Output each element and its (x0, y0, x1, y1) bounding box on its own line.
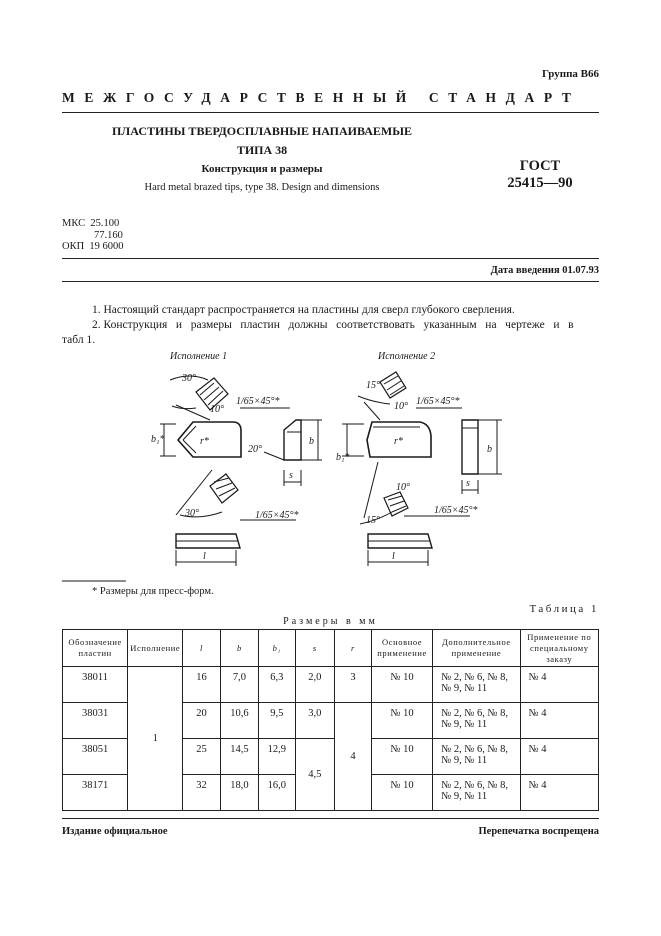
cell-special-use: № 4 (520, 739, 598, 775)
figure-label-2: Исполнение 2 (378, 351, 436, 362)
header-b1: b₁ (259, 630, 295, 667)
intro-date: Дата введения 01.07.93 (490, 265, 599, 276)
doc-title-type: ТИПА 38 (236, 143, 288, 157)
cell-extra-line-1: № 2, № 6, № 8, (441, 708, 509, 719)
cell-s-merged: 4,5 (295, 739, 335, 811)
header-main-use: Основное применение (371, 630, 432, 667)
dim-b-v2: b (487, 444, 492, 455)
dimensions-table (62, 629, 599, 811)
cell-b1: 16,0 (259, 775, 295, 811)
cell-extra-line-2: № 9, № 11 (441, 683, 488, 694)
table-header-row (63, 630, 599, 667)
header-b: b (220, 630, 258, 667)
cell-special-use: № 4 (520, 667, 598, 703)
cell-extra-line-2: № 9, № 11 (441, 791, 488, 802)
cell-code: 38051 (63, 739, 128, 775)
cell-l: 16 (183, 667, 220, 703)
standard-banner: МЕЖГОСУДАРСТВЕННЫЙ СТАНДАРТ (62, 90, 581, 105)
gost-number: 25415—90 (507, 175, 573, 191)
cell-version-merged: 1 (128, 667, 183, 811)
dim-l-v1: l (203, 551, 206, 562)
cell-main-use: № 10 (371, 775, 432, 811)
okp-code: 19 6000 (89, 241, 124, 252)
doc-title: ПЛАСТИНЫ ТВЕРДОСПЛАВНЫЕ НАПАИВАЕМЫЕ (111, 124, 413, 138)
cell-main-use: № 10 (371, 667, 432, 703)
footer-copyright: Перепечатка воспрещена (478, 826, 599, 837)
cell-b1: 9,5 (259, 703, 295, 739)
header-s: s (295, 630, 335, 667)
cell-b1: 6,3 (259, 667, 295, 703)
cell-extra-line-1: № 2, № 6, № 8, (441, 744, 509, 755)
dim-angle-15-top: 15° (366, 380, 380, 391)
okp-label: ОКП (62, 241, 85, 252)
table-row (63, 667, 599, 703)
cell-l: 25 (183, 739, 220, 775)
cell-b: 18,0 (220, 775, 258, 811)
footer-rule (62, 818, 599, 819)
dim-angle-10-v2-bottom: 10° (396, 482, 410, 493)
cell-special-use: № 4 (520, 775, 598, 811)
gost-label: ГОСТ (519, 158, 561, 174)
dim-chamfer-v1-top: 1/65×45°* (236, 396, 280, 407)
dim-angle-10-v2-top: 10° (394, 401, 408, 412)
cell-extra-line-1: № 2, № 6, № 8, (441, 672, 509, 683)
cell-b1: 12,9 (259, 739, 295, 775)
dim-radius-v2: r* (394, 436, 403, 447)
dim-chamfer-v2-bottom: 1/65×45°* (434, 505, 478, 516)
header-l: l (183, 630, 220, 667)
paragraph-2-cont: табл 1. (62, 334, 96, 346)
dim-chamfer-v1-bottom: 1/65×45°* (255, 510, 299, 521)
cell-code: 38031 (63, 703, 128, 739)
doc-subtitle: Конструкция и размеры (201, 163, 323, 175)
group-code: Группа В66 (541, 68, 599, 80)
header-version: Исполнение (128, 630, 183, 667)
cell-main-use: № 10 (371, 703, 432, 739)
dim-angle-15-bottom: 15° (366, 515, 380, 526)
dim-angle-10-v1: 10° (210, 404, 224, 415)
dim-b1-v1: b₁* (151, 434, 165, 445)
cell-code: 38171 (63, 775, 128, 811)
cell-r-merged: 4 (335, 703, 372, 811)
cell-b: 7,0 (220, 667, 258, 703)
mks-label: МКС (62, 218, 86, 229)
cell-extra-line-2: № 9, № 11 (441, 755, 488, 766)
dim-s-v1: s (289, 470, 293, 481)
cell-extra-use (433, 739, 520, 775)
cell-r: 3 (335, 667, 372, 703)
header-special-use: Применение по специальному заказу (520, 630, 598, 667)
cell-l: 32 (183, 775, 220, 811)
cell-extra-use (433, 667, 520, 703)
dim-radius-v1: r* (200, 436, 209, 447)
header-r: r (335, 630, 372, 667)
cell-extra-line-1: № 2, № 6, № 8, (441, 780, 509, 791)
cell-special-use: № 4 (520, 703, 598, 739)
cell-s: 2,0 (295, 667, 335, 703)
mks-code-2: 77.160 (94, 229, 123, 241)
dim-chamfer-v2-top: 1/65×45°* (416, 396, 460, 407)
footnote: * Размеры для пресс-форм. (92, 586, 214, 597)
cell-s: 3,0 (295, 703, 335, 739)
dim-angle-30-top: 30° (182, 373, 196, 384)
header-designation: Обозначение пластин (63, 630, 128, 667)
cell-b: 10,6 (220, 703, 258, 739)
table-label: Таблица 1 (529, 603, 599, 615)
cell-code: 38011 (63, 667, 128, 703)
paragraph-1: 1. Настоящий стандарт распространяется на пластины для сверл глубокого сверления. (92, 304, 515, 316)
mks-code-1: 25.100 (90, 218, 120, 229)
figure-label-1: Исполнение 1 (170, 351, 228, 362)
header-extra-use: Дополнительное применение (433, 630, 520, 667)
paragraph-2: 2. Конструкция и размеры пластин должны соответствовать указанным на чертеже и в (92, 319, 574, 331)
cell-extra-use (433, 703, 520, 739)
cell-extra-line-2: № 9, № 11 (441, 719, 488, 730)
dim-l-v2: l (392, 551, 395, 562)
cell-b: 14,5 (220, 739, 258, 775)
cell-extra-use (433, 775, 520, 811)
dim-angle-30-bottom: 30° (185, 508, 199, 519)
footer-official: Издание официальное (62, 826, 168, 837)
doc-english-title: Hard metal brazed tips, type 38. Design and dimensions (144, 182, 380, 193)
cell-main-use: № 10 (371, 739, 432, 775)
dim-b-v1: b (309, 436, 314, 447)
cell-l: 20 (183, 703, 220, 739)
dim-s-v2: s (466, 478, 470, 489)
table-units: Размеры в мм (283, 616, 378, 627)
dim-b1-v2: b₁* (336, 452, 350, 463)
dim-angle-20: 20° (248, 444, 262, 455)
